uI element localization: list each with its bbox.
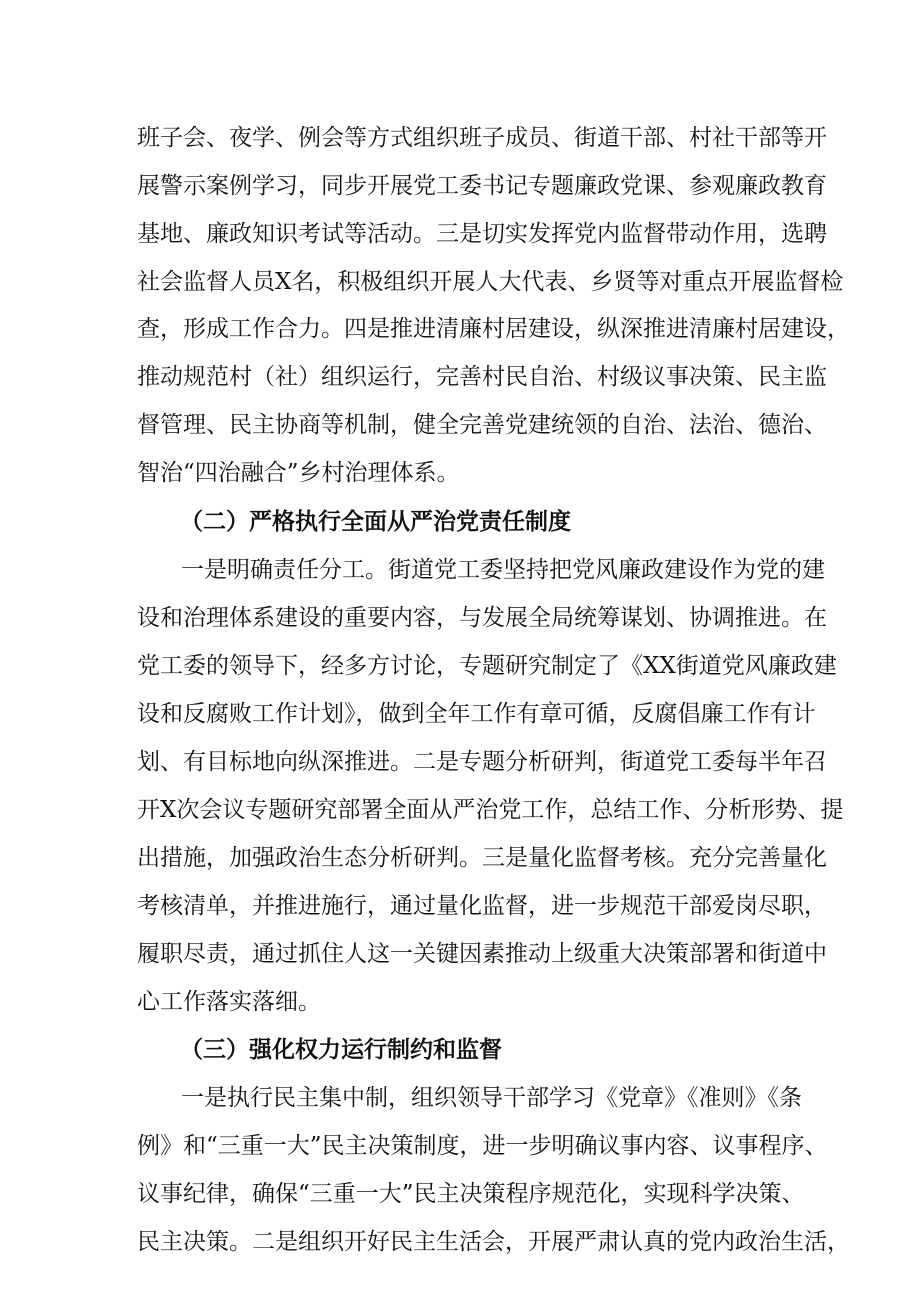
body-line-2: 展警示案例学习，同步开展党工委书记专题廉政党课、参观廉政教育	[137, 173, 827, 199]
body-line-17: 考核清单，并推进施行，通过量化监督，进一步规范干部爱岗尽职，	[137, 893, 827, 919]
body-line-5: 查，形成工作合力。四是推进清廉村居建设，纵深推进清廉村居建设，	[137, 316, 850, 342]
body-line-21: 一是执行民主集中制，组织领导干部学习《党章》《准则》《条	[181, 1085, 802, 1111]
body-line-12: 党工委的领导下，经多方讨论，专题研究制定了《XX街道党风廉政建	[137, 653, 837, 679]
section-heading-3: （三）强化权力运行制约和监督	[180, 1037, 502, 1063]
body-line-19: 心工作落实落细。	[137, 989, 321, 1015]
body-line-10: 一是明确责任分工。街道党工委坚持把党风廉政建设作为党的建	[181, 557, 825, 583]
body-line-3: 基地、廉政知识考试等活动。三是切实发挥党内监督带动作用，选聘	[137, 221, 827, 247]
body-line-13: 设和反腐败工作计划》，做到全年工作有章可循，反腐倡廉工作有计	[137, 701, 816, 727]
body-line-4: 社会监督人员X名，积极组织开展人大代表、乡贤等对重点开展监督检	[137, 269, 844, 295]
body-line-8: 智治“四治融合”乡村治理体系。	[137, 460, 460, 486]
body-line-16: 出措施，加强政治生态分析研判。三是量化监督考核。充分完善量化	[137, 845, 827, 871]
body-line-6: 推动规范村（社）组织运行，完善村民自治、村级议事决策、民主监	[137, 364, 827, 390]
body-line-11: 设和治理体系建设的重要内容，与发展全局统筹谋划、协调推进。在	[137, 605, 827, 631]
section-heading-2: （二）严格执行全面从严治党责任制度	[180, 509, 571, 535]
body-line-23: 议事纪律，确保“三重一大”民主决策程序规范化，实现科学决策、	[137, 1181, 805, 1207]
body-line-1: 班子会、夜学、例会等方式组织班子成员、街道干部、村社干部等开	[137, 125, 827, 151]
body-line-7: 督管理、民主协商等机制，健全完善党建统领的自治、法治、德治、	[137, 412, 827, 438]
body-line-22: 例》和“三重一大”民主决策制度，进一步明确议事内容、议事程序、	[137, 1133, 828, 1159]
body-line-15: 开X次会议专题研究部署全面从严治党工作，总结工作、分析形势、提	[137, 797, 844, 823]
body-line-14: 划、有目标地向纵深推进。二是专题分析研判，街道党工委每半年召	[137, 749, 827, 775]
body-line-24: 民主决策。二是组织开好民主生活会，开展严肃认真的党内政治生活，	[137, 1229, 850, 1255]
body-line-18: 履职尽责，通过抓住人这一关键因素推动上级重大决策部署和街道中	[137, 941, 827, 967]
